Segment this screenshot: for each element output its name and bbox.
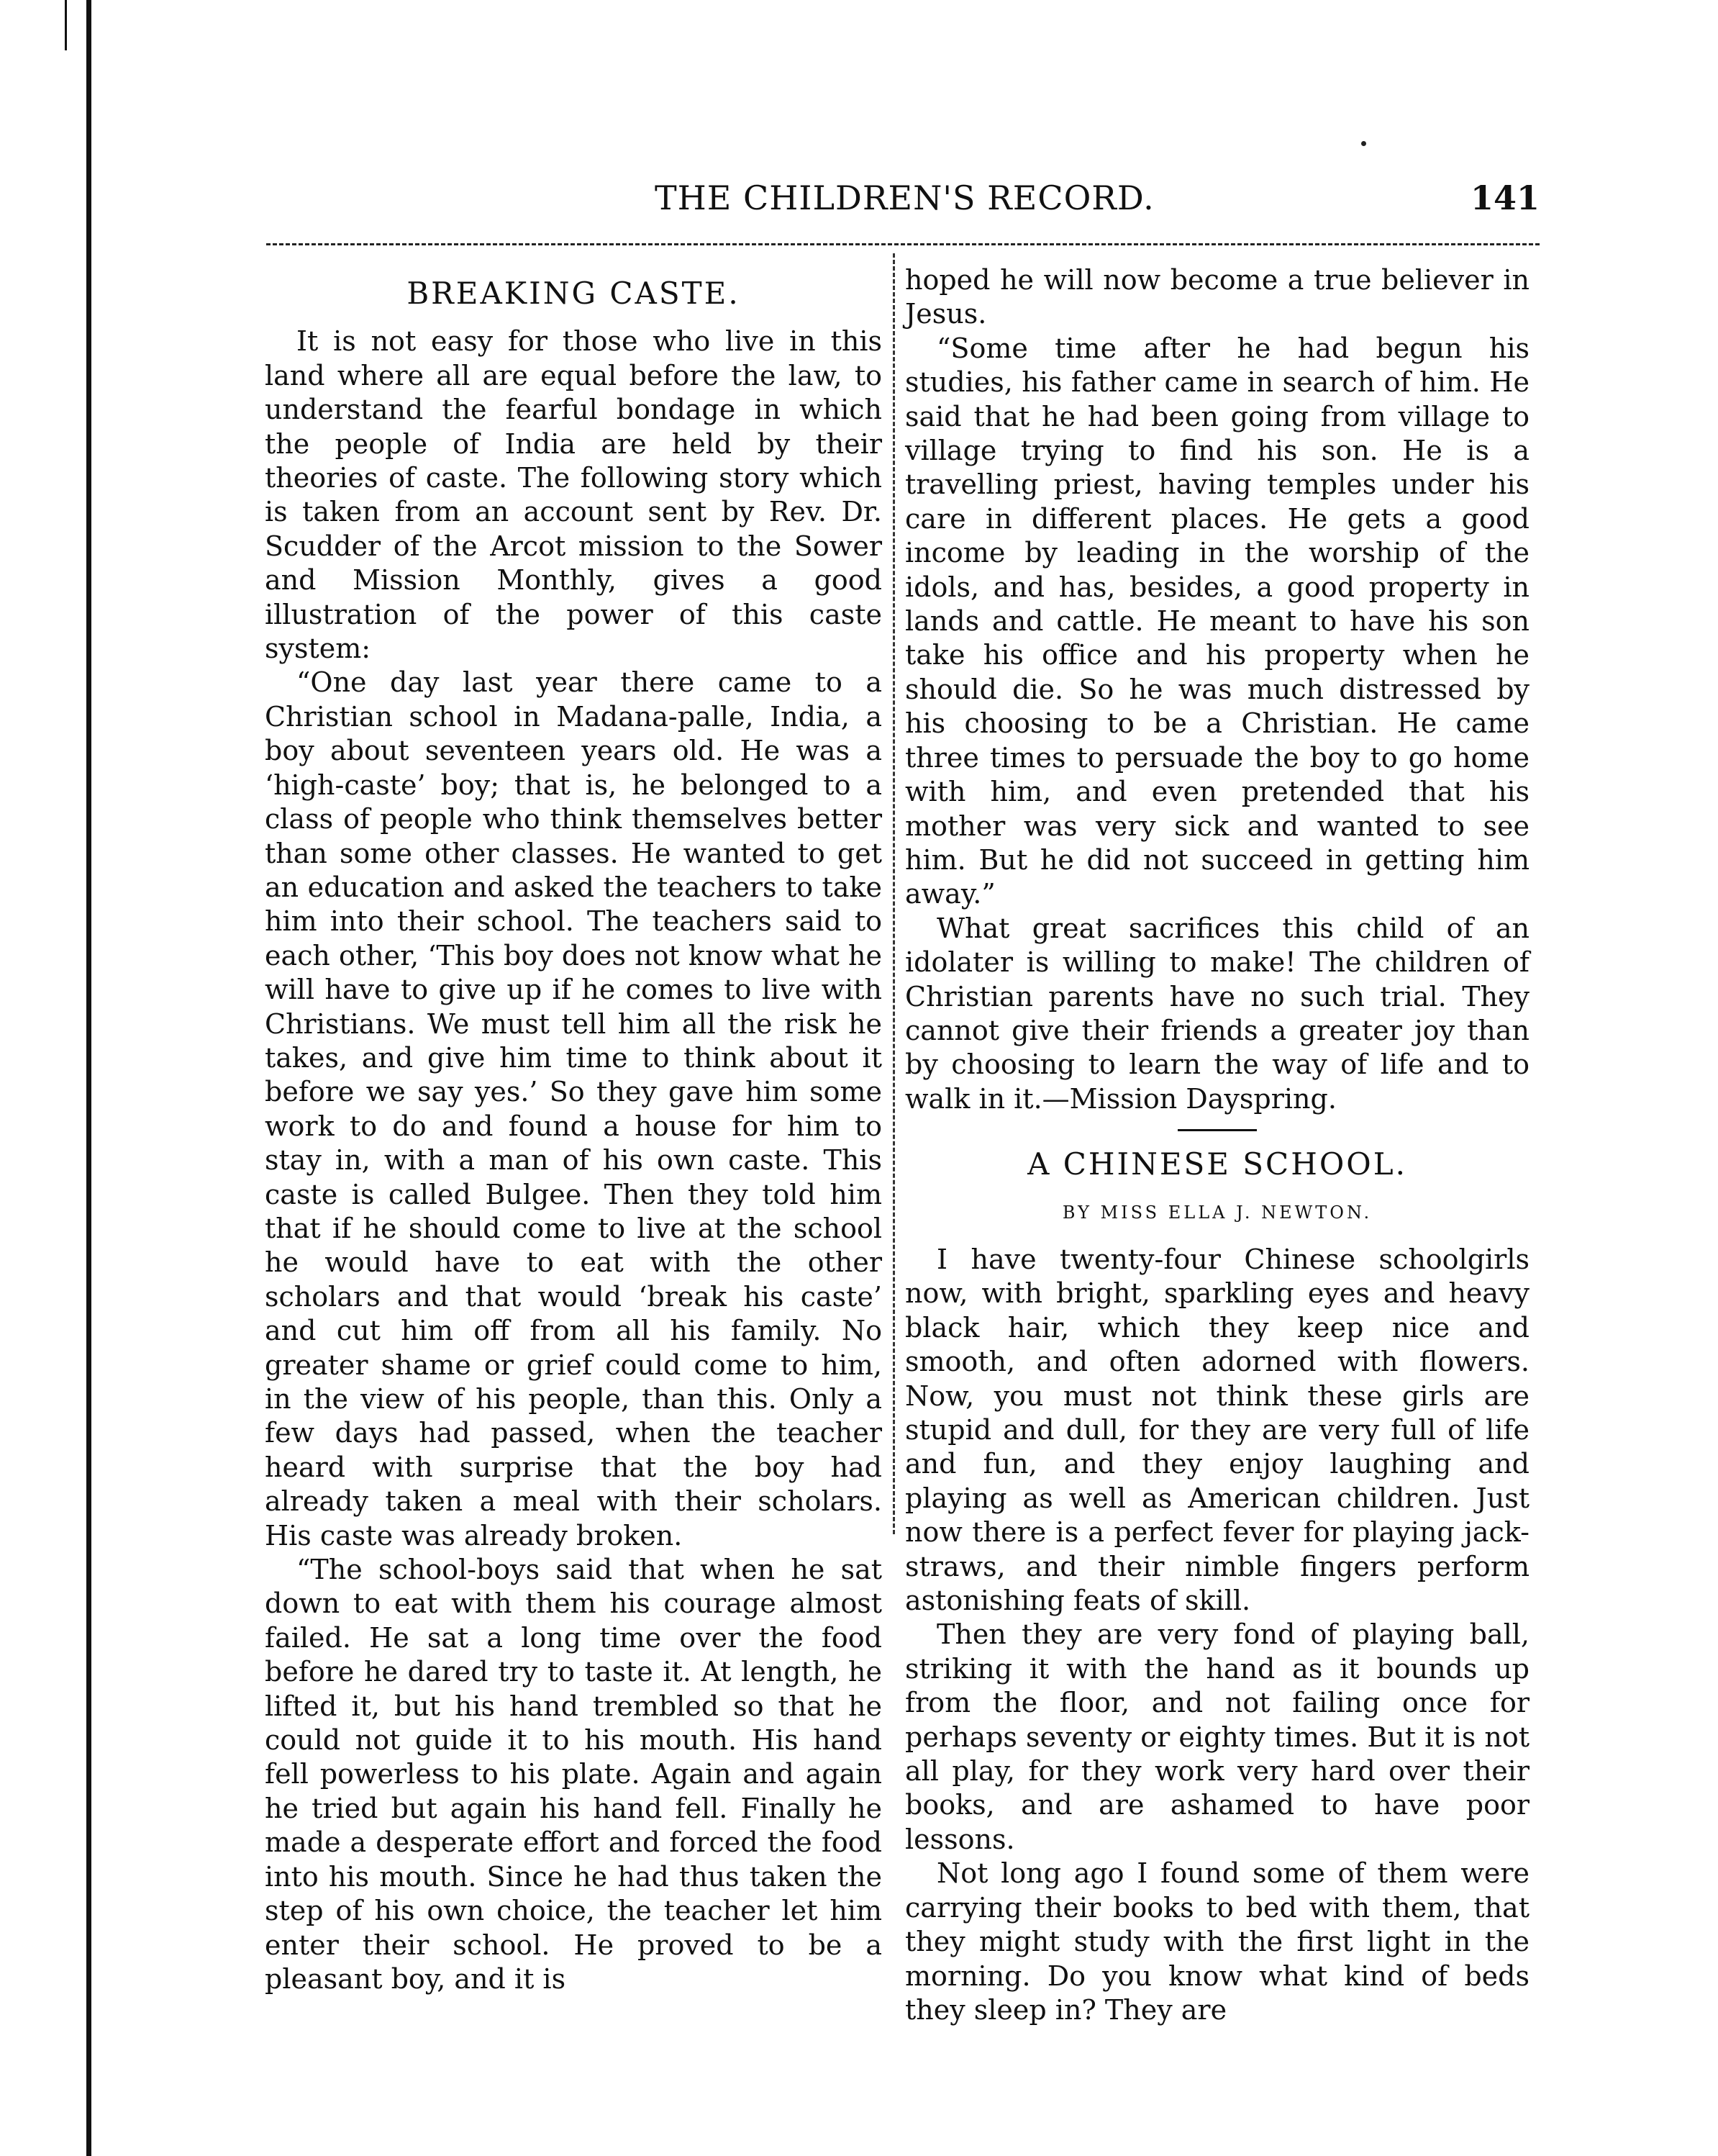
binding-edge-rule — [86, 0, 91, 2156]
article-paragraph: hoped he will now become a true believer in Jesus. — [905, 264, 1530, 330]
article-paragraph: “Some time after he had begun his studies, his father came in search of him. He said that he had been going from village to village trying to find his son. He is a travelling priest, having temples under his care in different places. He gets a good income by leading in the worship of the idols, and has, besides, a good property in lands and cattle. He meant to have his son take his office and his property when he should die. So he was much distressed by his choosing to be a Christian. He came three times to persuade the boy to go home with him, and even pretended that his mother was very sick and wanted to see him. But he did not succeed in getting him away.” — [905, 332, 1530, 910]
binding-edge-mark — [65, 0, 67, 50]
running-title: THE CHILDREN'S RECORD. — [655, 178, 1155, 217]
article-paragraph: It is not easy for those who live in this land where all are equal before the law, to understand the fearful bondage in which the people of India are held by their theories of caste. The following story which is taken from an account sent by Rev. Dr. Scudder of the Arcot mission to the Sower and Mission Monthly, gives a good illustration of the power of this caste system: — [265, 325, 882, 665]
print-speck — [1361, 141, 1366, 146]
article-title: A CHINESE SCHOOL. — [1027, 1146, 1407, 1182]
article-title: BREAKING CASTE. — [406, 276, 740, 311]
article-paragraph: What great sacrifices this child of an idolater is willing to make! The children of Christian parents have no such trial. They cannot give their friends a greater joy than by choosing to learn the way of life and to walk in it.—Mission Dayspring. — [905, 912, 1530, 1115]
page-header — [266, 178, 1540, 229]
left-column — [265, 263, 882, 1996]
article-paragraph: I have twenty-four Chinese schoolgirls now, with bright, sparkling eyes and heavy black hair, which they keep nice and smooth, and often adorned with flowers. Now, you must not think these girls are stupid and dull, for they are very full of life and fun, and they enjoy laughing and playing as well as American children. Just now there is a perfect fever for playing jack-straws, and their nimble fingers perform astonishing feats of skill. — [905, 1243, 1530, 1617]
article-paragraph: Then they are very fond of playing ball, striking it with the hand as it bounds up from the floor, and not failing once for perhaps seventy or eighty times. But it is not all play, for they work very hard over their books, and are ashamed to have poor lessons. — [905, 1618, 1530, 1855]
right-column — [905, 263, 1530, 2027]
header-rule — [266, 243, 1540, 245]
article-paragraph: “One day last year there came to a Christian school in Madana-palle, India, a boy about seventeen years old. He was a ‘high-caste’ boy; that is, he belonged to a class of people who think themselves better than some other classes. He wanted to get an education and asked the teachers to take him into their school. The teachers said to each other, ‘This boy does not know what he will have to give up if he comes to live with Christians. We must tell him all the risk he takes, and give him time to think about it before we say yes.’ So they gave him some work to do and found a house for him to stay in, with a man of his own caste. This caste is called Bulgee. Then they told him that if he should come to live at the school he would have to eat with the other scholars and that would ‘break his caste’ and cut him off from all his family. No greater shame or grief could come to him, in the view of his people, than this. Only a few days had passed, when the teacher heard with surprise that the boy had already taken a meal with their scholars. His caste was already broken. — [265, 666, 882, 1552]
article-byline: BY MISS ELLA J. NEWTON. — [1062, 1202, 1373, 1223]
article-separator — [1178, 1129, 1257, 1131]
column-divider — [893, 253, 895, 1534]
page-number: 141 — [1470, 178, 1540, 217]
article-paragraph: “The school-boys said that when he sat down to eat with them his courage almost failed. He sat a long time over the food before he dared try to taste it. At length, he lifted it, but his hand trembled so that he could not guide it to his mouth. His hand fell powerless to his plate. Again and again he tried but again his hand fell. Finally he made a desperate effort and forced the food into his mouth. Since he had thus taken the step of his own choice, the teacher let him enter their school. He proved to be a pleasant boy, and it is — [265, 1554, 882, 1995]
article-paragraph: Not long ago I found some of them were carrying their books to bed with them, that they might study with the first light in the morning. Do you know what kind of beds they sleep in? They are — [905, 1857, 1530, 2026]
